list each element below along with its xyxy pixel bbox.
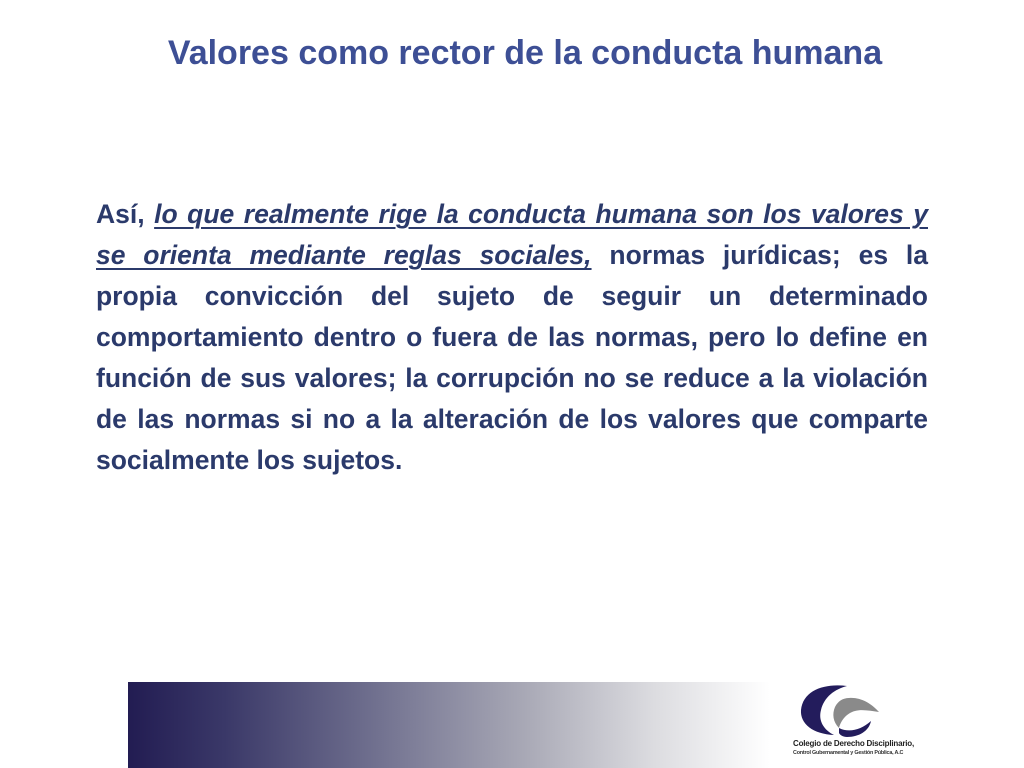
slide-body-paragraph xyxy=(96,194,928,481)
footer-gradient-band xyxy=(128,682,770,768)
slide-title: Valores como rector de la conducta humana xyxy=(167,34,883,72)
logo-name-line2: Control Gubernamental y Gestión Pública, A.C xyxy=(793,750,904,756)
body-rest-text: normas jurídicas; es la propia convicción del sujeto de seguir un determinado comportamiento dentro o fuera de las normas, pero lo define en función de sus valores; la corrupción no se reduce a la violación de las normas si no a la alteración de los valores que comparte socialmente los sujetos. xyxy=(96,240,928,475)
body-emphasis-text: lo que realmente rige la conducta humana son los valores y se orienta mediante reglas sociales, xyxy=(96,199,928,270)
logo-emblem-icon xyxy=(797,680,885,738)
organization-logo xyxy=(793,678,914,764)
body-lead-text: Así, xyxy=(96,199,155,229)
logo-name-line1: Colegio de Derecho Disciplinario, xyxy=(793,739,914,748)
